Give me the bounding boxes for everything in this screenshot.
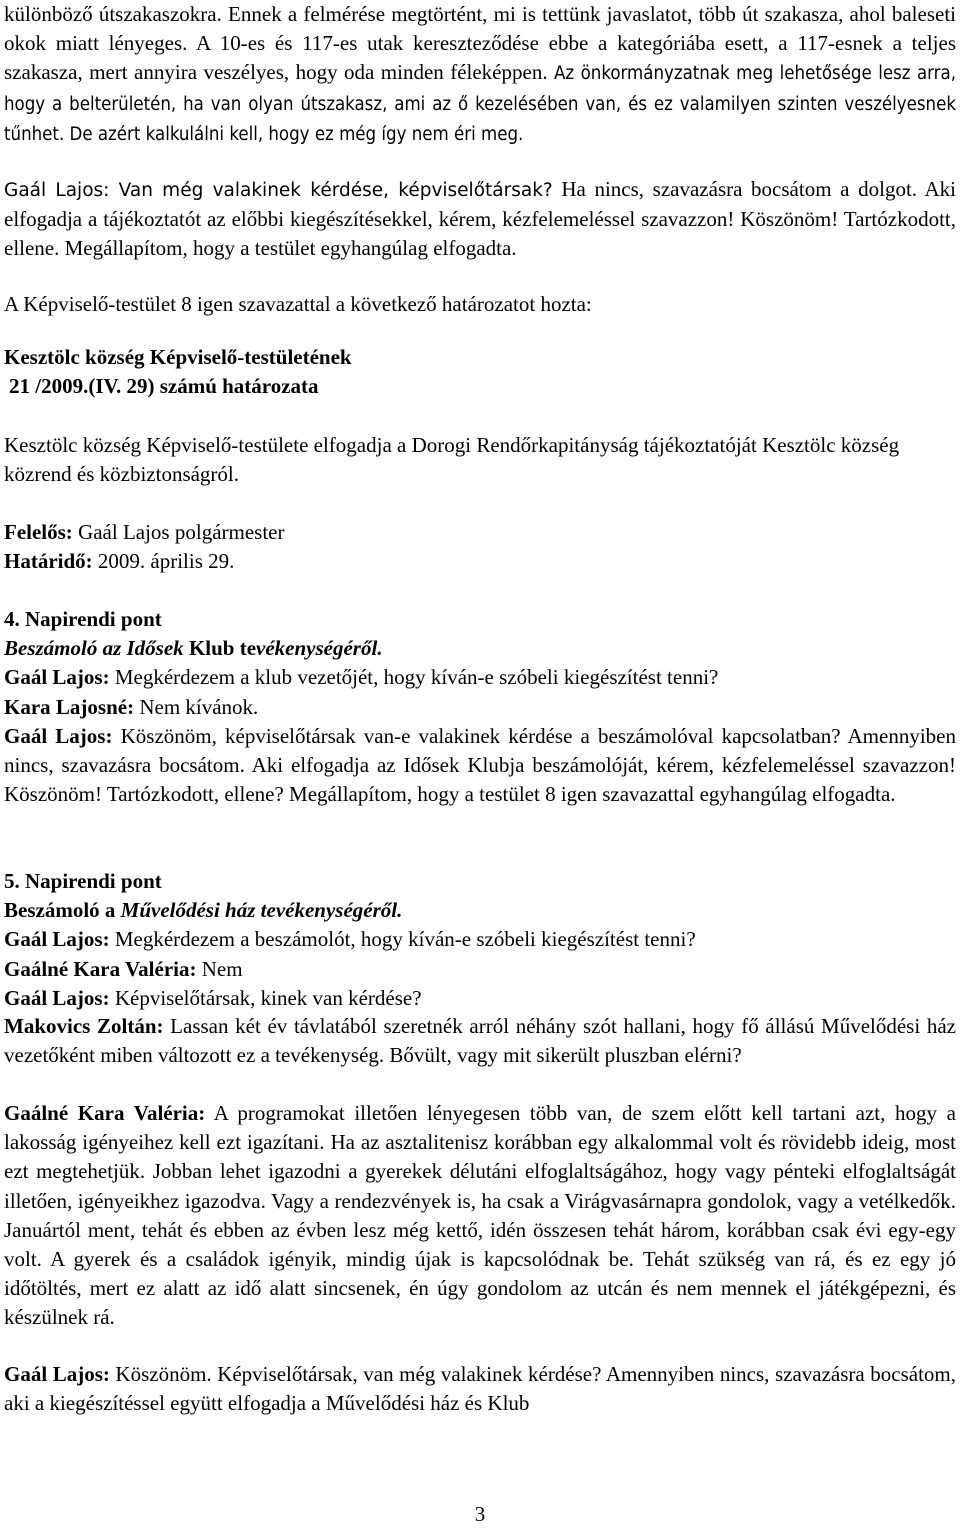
- intro-text-part-b: Az önkormányzatnak meg lehetősége lesz arra, hogy a belterületén, ha van olyan útszakasz, ami az ő kezelésében van, és ez valamilyen szinten veszélyesnek tűnhet. De azért kalkulálni kell, hogy ez még így nem éri meg.: [4, 63, 956, 145]
- item4-title-part-a: Beszámoló az Idősek: [4, 636, 184, 661]
- speaker-gaal: Gaál Lajos:: [4, 665, 110, 690]
- page-number: 3: [474, 1502, 486, 1526]
- deadline-value: 2009. április 29.: [92, 549, 235, 574]
- vote-call-paragraph: [4, 175, 956, 264]
- item4-kara-answer: Nem kívánok.: [134, 694, 259, 719]
- vote-call-sans: [4, 180, 553, 201]
- speaker-kara: Kara Lajosné:: [4, 694, 135, 719]
- item5-valeria-text: A programokat illetően lényegesen több van, de szem előtt kell tartani azt, hogy a lakosság igényeihez kell ezt igazítani. Ha az asztalitenisz korábban egy alkalommal volt és rövidebb ideig, most ezt megtehetjük. Jobban lehet igazodni a gyerekek délutáni elfoglaltságához, hogy vagy pénteki elfoglaltságát illetően, igényeikhez igazodva. Vagy a rendezvények is, ha csak a Virágvasárnapra gondolok, vagy a vetélkedők. Januártól ment, tehát és ebben az évben lesz még kettő, idén összesen tehát három, korábban csak évi egy-egy volt. A gyerek és a családok igényik, mindig újak is kapcsolódnak be. Tehát szükség van rá, és ez egy jó időtöltés, mert ez alatt az idő alatt sincsenek, én úgy gondolom az utcán és nem mennek el játékgépezni, és készülnek rá.: [4, 1101, 956, 1330]
- resolution-title: [4, 343, 956, 401]
- intro-paragraph: [4, 0, 956, 149]
- item5-valeria-answer: Nem: [196, 956, 243, 981]
- item5-title-part-a: Beszámoló a: [4, 898, 121, 923]
- item4-vote-text: Köszönöm, képviselőtársak van-e valakinek kérdése a beszámolóval kapcsolatban? Amennyiben nincs, szavazásra bocsátom. Aki elfogadja az Idősek Klubja beszámolóját, kérem, kézfelemeléssel szavazzon! Köszönöm! Tartózkodott, ellene? Megállapítom, hogy a testület 8 igen szavazattal egyhangúlag elfogadta.: [4, 724, 956, 807]
- item4-vote-paragraph: [4, 722, 956, 810]
- resolution-intro: A Képviselő-testület 8 igen szavazattal a következő határozatot hozta:: [4, 292, 592, 316]
- agenda-item-5: [4, 867, 956, 1013]
- item4-title-part-c: vékenységéről.: [256, 636, 383, 661]
- responsible-label: Felelős:: [4, 520, 73, 544]
- vote-call-question: Van még valakinek kérdése, képviselőtársak?: [109, 180, 553, 201]
- item5-gaal-ask: Képviselőtársak, kinek van kérdése?: [109, 985, 422, 1010]
- item5-valeria-paragraph: [4, 1099, 956, 1333]
- item4-heading: 4. Napirendi pont: [4, 607, 162, 631]
- item5-makovics-paragraph: [4, 1012, 956, 1070]
- resolution-body: Kesztölc község Képviselő-testülete elfogadja a Dorogi Rendőrkapitányság tájékoztatóját Kesztölc község közrend és közbiztonságról.: [4, 433, 900, 487]
- item5-heading: 5. Napirendi pont: [4, 869, 162, 893]
- vote-call-text: Ha nincs, szavazásra bocsátom a dolgot. Aki elfogadja a tájékoztatót az előbbi kiegészítésekkel, kérem, kézfelemeléssel szavazzon! Köszönöm! Tartózkodott, ellene. Megállapítom, hogy a testület egyhangúlag elfogadta.: [4, 177, 956, 261]
- item5-gaal-question: Megkérdezem a beszámolót, hogy kíván-e szóbeli kiegészítést tenni?: [109, 927, 696, 952]
- resolution-meta: [4, 518, 956, 576]
- speaker-gaal: Gaál Lajos:: [4, 1362, 110, 1386]
- deadline-label: Határidő:: [4, 549, 93, 574]
- resolution-title-line1: Kesztölc község Képviselő-testületének: [4, 345, 352, 369]
- item5-title-part-b: Művelődési ház tevékenységéről.: [120, 898, 403, 923]
- speaker-gaal: Gaál Lajos:: [4, 180, 110, 201]
- intro-text-part-a: különböző útszakaszokra. Ennek a felmérése megtörtént, mi is tettünk javaslatot, több út szakasza, ahol baleseti okok miatt lényeges. A 10-es és 117-es utak kereszteződése ebbe a kategóriába esett, a 117-esnek a teljes szakasza, mert annyira veszélyes, hogy oda minden féleképpen.: [4, 2, 956, 85]
- speaker-gaal: Gaál Lajos:: [4, 724, 113, 748]
- speaker-gaal: Gaál Lajos:: [4, 985, 110, 1010]
- item5-vote-paragraph: [4, 1360, 956, 1418]
- speaker-valeria: Gaálné Kara Valéria:: [4, 1101, 206, 1125]
- speaker-gaal: Gaál Lajos:: [4, 927, 110, 952]
- agenda-item-4: [4, 605, 956, 722]
- item4-gaal-question: Megkérdezem a klub vezetőjét, hogy kíván-e szóbeli kiegészítést tenni?: [109, 665, 719, 690]
- speaker-valeria: Gaálné Kara Valéria:: [4, 956, 197, 981]
- responsible-value: Gaál Lajos polgármester: [72, 520, 285, 544]
- item5-vote-text: Köszönöm. Képviselőtársak, van még valakinek kérdése? Amennyiben nincs, szavazásra bocsátom, aki a kiegészítéssel együtt elfogadja a Művelődési ház és Klub: [4, 1362, 956, 1416]
- item4-title-part-b: Klub te: [183, 636, 257, 661]
- resolution-title-line2: 21 /2009.(IV. 29) számú határozata: [9, 374, 319, 399]
- speaker-makovics: Makovics Zoltán:: [4, 1014, 164, 1038]
- item5-makovics-text: Lassan két év távlatából szeretnék arról néhány szót hallani, hogy fő állású Művelődési ház vezetőként miben változott ez a tevékenység. Bővült, vagy mit sikerült pluszban elérni?: [4, 1014, 957, 1068]
